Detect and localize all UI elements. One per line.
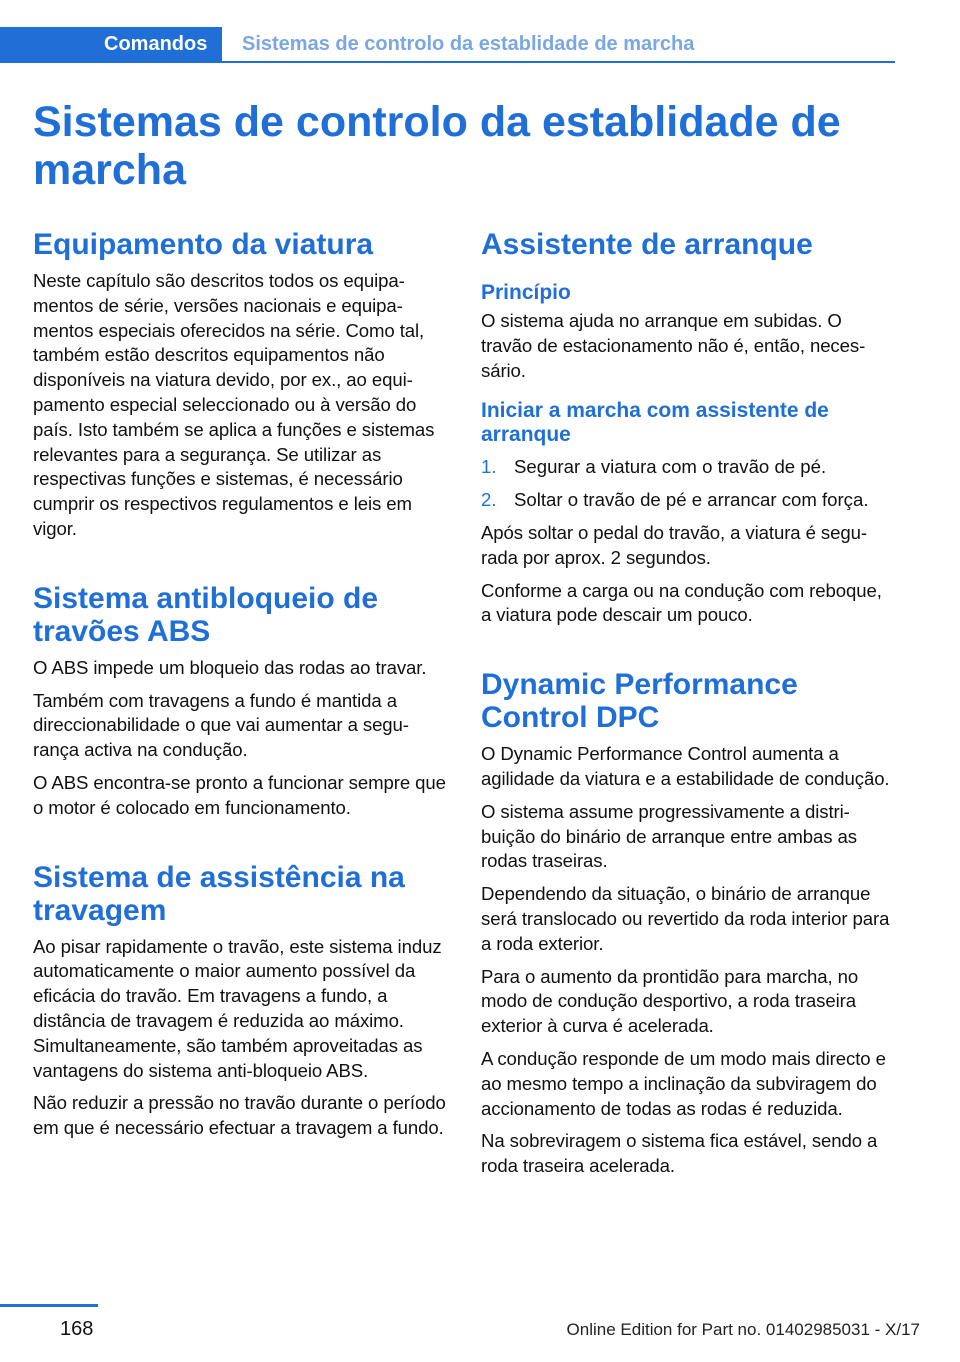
- abs-paragraph-2: Também com travagens a fundo é mantida a direccionabilidade o que vai aumentar a segurança activa na condução.: [33, 689, 409, 761]
- edition-note: Online Edition for Part no. 01402985031 - X/17: [566, 1320, 920, 1339]
- equipment-heading: Equipamento da viatura: [33, 228, 374, 261]
- footer-rule: [0, 1304, 98, 1307]
- header-bar: [0, 27, 895, 63]
- dpc-paragraph-1: O Dynamic Performance Control aumenta a agilidade da viatura e a estabilidade de condução.: [481, 743, 890, 789]
- step-number: 2.: [481, 489, 497, 511]
- step-text: Soltar o travão de pé e arrancar com força.: [514, 489, 869, 511]
- hill-assist-heading: Assistente de arranque: [481, 228, 813, 261]
- dpc-paragraph-5: A condução responde de um modo mais directo e ao mesmo tempo a inclinação da subviragem do accionamento de todas as rodas é reduzida.: [481, 1047, 886, 1119]
- dpc-paragraph-3: Dependendo da situação, o binário de arranque será translocado ou revertido da roda interior para a roda exterior.: [481, 883, 890, 954]
- principle-heading: Princípio: [481, 281, 571, 304]
- page-number: 168: [60, 1318, 94, 1340]
- abs-heading: Sistema antibloqueio de travões ABS: [33, 581, 379, 648]
- abs-paragraph-3: O ABS encontra-se pronto a funcionar sempre que o motor é colocado em funcionamento.: [33, 771, 446, 818]
- step-number: 1.: [481, 456, 497, 478]
- list-item: [481, 488, 896, 513]
- abs-paragraph-1: O ABS impede um bloqueio das rodas ao travar.: [33, 656, 427, 678]
- dpc-heading: Dynamic Performance Control DPC: [481, 668, 798, 735]
- dpc-paragraph-4: Para o aumento da prontidão para marcha, no modo de condução desportivo, a roda traseira exterior à curva é acelerada.: [481, 965, 859, 1037]
- start-paragraph-1: Após soltar o pedal do travão, a viatura é segurada por aprox. 2 segundos.: [481, 521, 868, 568]
- principle-text: O sistema ajuda no arranque em subidas. O travão de estacionamento não é, então, necessário.: [481, 310, 866, 381]
- brake-assist-paragraph-2: Não reduzir a pressão no travão durante o período em que é necessário efectuar a travagem a fundo.: [33, 1092, 446, 1139]
- start-heading: Iniciar a marcha com assistente de arranque: [481, 399, 829, 447]
- equipment-text: Neste capítulo são descritos todos os equipamentos de série, versões nacionais e equipamentos especiais oferecidos na série. Como tal, também estão descritos equipamentos não disponíveis na viatura devido, por ex., ao equipamento especial seleccionado ou à versão do país. Isto também se aplica a funções e sistemas relevantes para a segurança. Se utilizar as respectivas funções e sistemas, é necessário cumprir os respectivos regulamentos e leis em vigor.: [33, 270, 435, 539]
- brake-assist-paragraph-1: Ao pisar rapidamente o travão, este sistema induz automaticamente o maior aumento possível da eficácia do travão. Em travagens a fundo, a distância de travagem é reduzida ao máximo. Simultaneamente, são também aproveitadas as vantagens do sistema anti-bloqueio ABS.: [33, 935, 442, 1081]
- start-paragraph-2: Conforme a carga ou na condução com reboque, a viatura pode descair um pouco.: [481, 579, 882, 626]
- step-text: Segurar a viatura com o travão de pé.: [514, 456, 827, 478]
- brake-assist-heading: Sistema de assistência na travagem: [33, 860, 405, 927]
- page-title: Sistemas de controlo da establidade de marcha: [33, 98, 841, 194]
- chapter-tab: Sistemas de controlo da establidade de marcha: [242, 33, 695, 55]
- left-column: [33, 228, 448, 1141]
- right-column: [481, 228, 896, 1179]
- dpc-paragraph-6: Na sobreviragem o sistema fica estável, sendo a roda traseira acelerada.: [481, 1130, 878, 1177]
- list-item: [481, 455, 896, 480]
- dpc-paragraph-2: O sistema assume progressivamente a distribuição do binário de arranque entre ambas as rodas traseiras.: [481, 800, 857, 872]
- section-tab: Comandos: [0, 27, 222, 61]
- steps-list: [481, 455, 896, 513]
